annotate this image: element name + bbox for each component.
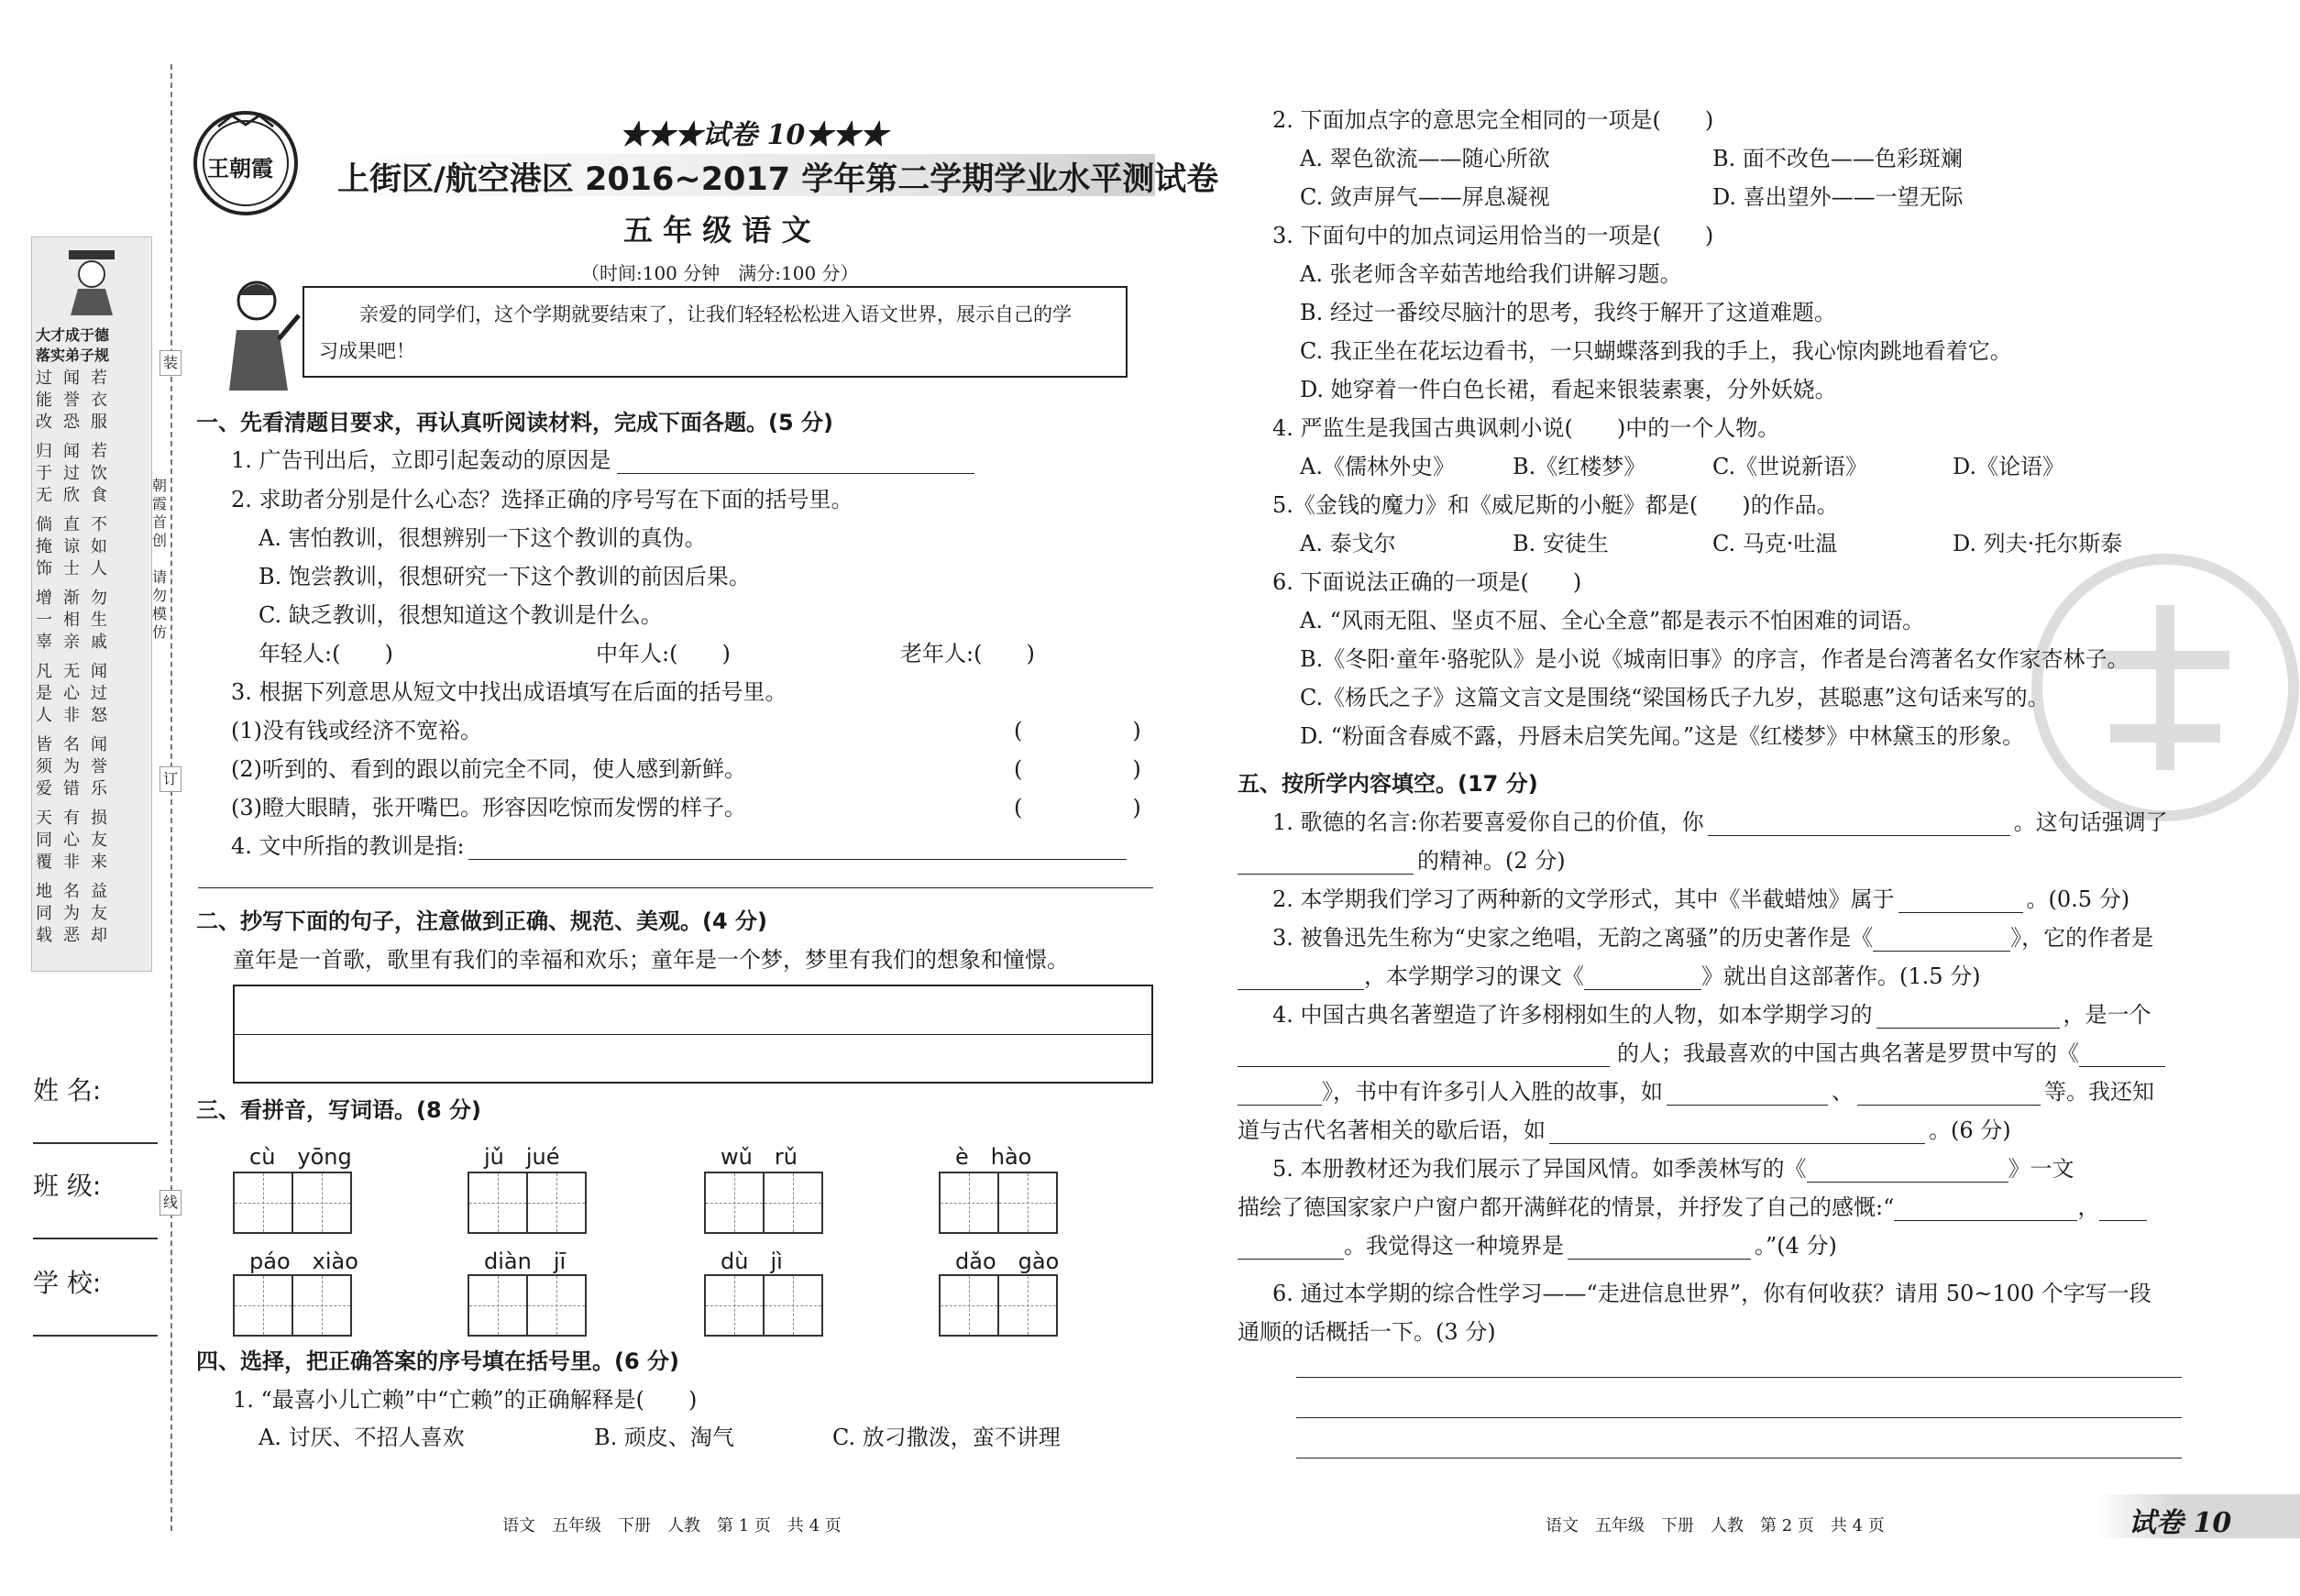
q1-3-b-answer[interactable]: ( ) bbox=[1014, 756, 1141, 782]
fill-4-blank-d[interactable] bbox=[1238, 1083, 1322, 1106]
fill-4-blank-f[interactable] bbox=[1857, 1083, 2041, 1106]
name-label: 姓 名: bbox=[33, 1075, 102, 1106]
saying-group: 有心非 bbox=[63, 809, 80, 872]
r-q2-option-c: C. 敛声屏气——屏息凝视 bbox=[1300, 184, 1550, 210]
fill-3-blank-b[interactable] bbox=[1238, 967, 1364, 990]
fill-1: 1. 歌德的名言:你若要喜爱你自己的价值，你 。这句话强调了 bbox=[1272, 809, 2168, 835]
saying-group: 直谅士 bbox=[63, 515, 80, 578]
fill-5-line2: 描绘了德国家家户户窗户都开满鲜花的情景，并抒发了自己的感慨:“ ， bbox=[1238, 1194, 2147, 1221]
q1-3-c-answer[interactable]: ( ) bbox=[1014, 795, 1141, 820]
watermark-seal-icon bbox=[2028, 550, 2300, 825]
r-q4-option-b: B.《红楼梦》 bbox=[1513, 454, 1646, 479]
q1-4: 4. 文中所指的教训是指: bbox=[231, 832, 1127, 860]
greeting-text-2: 习成果吧！ bbox=[319, 340, 415, 362]
fill-4-line2: 的人；我最喜欢的中国古典名著是罗贯中写的《 bbox=[1238, 1040, 2165, 1067]
q4-1-option-b: B. 顽皮、淘气 bbox=[594, 1425, 734, 1450]
fill-6-answer-line-2[interactable] bbox=[1296, 1417, 2182, 1418]
pinyin-answer-grid[interactable] bbox=[233, 1274, 352, 1337]
greeting-box bbox=[303, 286, 1128, 378]
saying-group: 名为错 bbox=[63, 735, 80, 798]
fill-1-line2: 的精神。(2 分) bbox=[1238, 847, 1566, 875]
saying-group: 若衣服 bbox=[91, 369, 107, 432]
fill-5-blank-b[interactable] bbox=[1894, 1198, 2077, 1221]
fill-5-line3: 。我觉得这一种境界是 。”(4 分) bbox=[1238, 1232, 1837, 1260]
section-1-heading: 一、先看清题目要求，再认真听阅读材料，完成下面各题。(5 分) bbox=[196, 410, 833, 435]
r-q6: 6. 下面说法正确的一项是( ) bbox=[1272, 569, 1582, 595]
grid-cell[interactable] bbox=[235, 1173, 293, 1232]
r-q2: 2. 下面加点字的意思完全相同的一项是( ) bbox=[1272, 107, 1714, 133]
saying-group: 过能改 bbox=[36, 369, 52, 432]
grid-cell[interactable] bbox=[706, 1276, 765, 1335]
teacher-illustration-icon bbox=[215, 275, 306, 392]
grid-cell[interactable] bbox=[765, 1173, 821, 1232]
pinyin-answer-grid[interactable] bbox=[704, 1172, 823, 1234]
grid-cell[interactable] bbox=[469, 1276, 528, 1335]
q1-3-b: (2)听到的、看到的跟以前完全不同，使人感到新鲜。 bbox=[231, 756, 746, 782]
r-q2-option-a: A. 翠色欲流——随心所欲 bbox=[1300, 146, 1550, 171]
young-answer[interactable]: 年轻人:( ) bbox=[259, 641, 393, 666]
saying-group: 皆须爱 bbox=[36, 735, 52, 798]
grid-cell[interactable] bbox=[999, 1173, 1056, 1232]
q4-1-option-c: C. 放刁撒泼，蛮不讲理 bbox=[832, 1425, 1061, 1450]
section-2-heading: 二、抄写下面的句子，注意做到正确、规范、美观。(4 分) bbox=[196, 908, 767, 934]
warn-vertical-text: 请勿模仿 bbox=[152, 568, 168, 641]
corner-paper-label: 试卷 10 bbox=[2129, 1507, 2232, 1539]
fill-2: 2. 本学期我们学习了两种新的文学形式，其中《半截蜡烛》属于 。(0.5 分) bbox=[1272, 886, 2130, 912]
saying-group: 闻过欣 bbox=[63, 442, 80, 505]
fill-5-blank-e[interactable] bbox=[1568, 1237, 1751, 1260]
motto-line-1: 大才成于德 bbox=[36, 326, 110, 344]
q1-4-answer-line-2[interactable] bbox=[198, 887, 1153, 888]
fill-3: 3. 被鲁迅先生称为“史家之绝唱，无韵之离骚”的历史著作是《 》，它的作者是 bbox=[1272, 925, 2154, 951]
class-input-line[interactable] bbox=[33, 1238, 158, 1239]
fill-6-line2: 通顺的话概括一下。(3 分) bbox=[1238, 1319, 1496, 1345]
fill-3-blank-c[interactable] bbox=[1584, 967, 1701, 990]
pinyin-answer-grid[interactable] bbox=[468, 1274, 587, 1337]
saying-group: 若饮食 bbox=[91, 442, 107, 505]
saying-group: 增一辜 bbox=[36, 589, 52, 652]
saying-group: 地同载 bbox=[36, 882, 52, 945]
corner-paper-tab bbox=[2096, 1494, 2300, 1538]
q1-3-c: (3)瞪大眼睛，张开嘴巴。形容因吃惊而发愣的样子。 bbox=[231, 795, 746, 820]
saying-group: 益友却 bbox=[91, 882, 107, 945]
q1-1: 1. 广告刊出后，立即引起轰动的原因是 bbox=[231, 446, 974, 474]
seal-mark-1: 装 bbox=[160, 350, 182, 376]
pinyin-label: diàn jī bbox=[484, 1249, 567, 1274]
school-label: 学 校: bbox=[33, 1268, 102, 1298]
grid-cell[interactable] bbox=[469, 1173, 528, 1232]
fill-6: 6. 通过本学期的综合性学习——“走进信息世界”，你有何收获？请用 50~100 个字写一段 bbox=[1272, 1281, 2151, 1306]
r-q5: 5.《金钱的魔力》和《威尼斯的小艇》都是( )的作品。 bbox=[1272, 492, 1839, 518]
saying-group: 损友来 bbox=[91, 809, 107, 872]
right-page-footer: 语文 五年级 下册 人教 第 2 页 共 4 页 bbox=[1546, 1516, 1885, 1535]
copy-sentence: 童年是一首歌，歌里有我们的幸福和欢乐；童年是一个梦，梦里有我们的想象和憧憬。 bbox=[233, 947, 1069, 973]
grid-cell[interactable] bbox=[706, 1173, 765, 1232]
binding-dashed-line bbox=[171, 64, 172, 1531]
name-input-line[interactable] bbox=[33, 1142, 158, 1144]
q1-2: 2. 求助者分别是什么心态？选择正确的序号写在下面的括号里。 bbox=[231, 487, 853, 512]
r-q3-option-c: C. 我正坐在花坛边看书，一只蝴蝶落到我的手上，我心惊肉跳地看着它。 bbox=[1300, 338, 2012, 364]
pinyin-label: cù yōng bbox=[249, 1144, 352, 1170]
old-answer[interactable]: 老年人:( ) bbox=[900, 641, 1035, 666]
time-info: （时间:100 分钟 满分:100 分） bbox=[581, 262, 859, 284]
grid-cell[interactable] bbox=[999, 1276, 1056, 1335]
greeting-text: 亲爱的同学们，这个学期就要结束了，让我们轻轻松松进入语文世界，展示自己的学 bbox=[359, 303, 1072, 325]
fill-1-blank-b[interactable] bbox=[1238, 852, 1414, 875]
fill-4-line3: 》，书中有许多引人入胜的故事，如 、 等。我还知 bbox=[1238, 1078, 2154, 1106]
fill-4-blank-b[interactable] bbox=[1238, 1044, 1610, 1067]
r-q5-option-b: B. 安徒生 bbox=[1513, 531, 1609, 556]
saying-group: 闻过怒 bbox=[91, 662, 107, 725]
left-page-footer: 语文 五年级 下册 人教 第 1 页 共 4 页 bbox=[502, 1516, 842, 1535]
motto-line-2: 落实弟子规 bbox=[36, 347, 110, 364]
seal-mark-2: 订 bbox=[160, 766, 182, 792]
q1-1-answer-line[interactable] bbox=[617, 451, 974, 474]
pinyin-label: páo xiào bbox=[249, 1249, 358, 1274]
q4-1: 1. “最喜小儿亡赖”中“亡赖”的正确解释是( ) bbox=[233, 1387, 698, 1413]
r-q5-option-d: D. 列夫·托尔斯泰 bbox=[1953, 531, 2123, 556]
r-q4-option-d: D.《论语》 bbox=[1953, 454, 2065, 479]
grid-cell[interactable] bbox=[941, 1276, 999, 1335]
pinyin-answer-grid[interactable] bbox=[704, 1274, 823, 1337]
pinyin-label: dù jì bbox=[721, 1249, 783, 1274]
r-q5-option-a: A. 泰戈尔 bbox=[1300, 531, 1396, 556]
fill-6-answer-line-1[interactable] bbox=[1296, 1377, 2182, 1378]
saying-group: 勿生戚 bbox=[91, 589, 107, 652]
paper-subtitle: 五 年 级 语 文 bbox=[623, 213, 811, 248]
class-label: 班 级: bbox=[33, 1171, 102, 1201]
middle-answer[interactable]: 中年人:( ) bbox=[596, 641, 731, 666]
fill-3-line2: ，本学期学习的课文《 》就出自这部著作。(1.5 分) bbox=[1238, 963, 1981, 990]
r-q6-option-a: A. “风雨无阻、坚贞不屈、全心全意”都是表示不怕困难的词语。 bbox=[1300, 608, 1925, 633]
fill-1-blank-a[interactable] bbox=[1708, 813, 2010, 836]
fill-4: 4. 中国古典名著塑造了许多栩栩如生的人物，如本学期学习的 ，是一个 bbox=[1272, 1002, 2151, 1028]
pinyin-label: dǎo gào bbox=[955, 1249, 1060, 1274]
fill-4-blank-a[interactable] bbox=[1876, 1006, 2060, 1029]
q1-2-option-b: B. 饱尝教训，很想研究一下这个教训的前因后果。 bbox=[259, 564, 751, 589]
grid-cell[interactable] bbox=[528, 1276, 585, 1335]
q1-3-a-answer[interactable]: ( ) bbox=[1014, 718, 1141, 743]
fill-5-blank-d[interactable] bbox=[1238, 1237, 1344, 1260]
r-q3-option-d: D. 她穿着一件白色长裙，看起来银装素裹，分外妖娆。 bbox=[1300, 377, 1837, 402]
pinyin-label: wǔ rǔ bbox=[721, 1144, 798, 1170]
fill-2-blank[interactable] bbox=[1898, 890, 2023, 913]
pinyin-answer-grid[interactable] bbox=[468, 1172, 587, 1234]
pinyin-label: è hào bbox=[955, 1144, 1032, 1170]
brand-vertical-text: 朝霞首创 bbox=[152, 477, 168, 549]
grid-cell[interactable] bbox=[293, 1173, 350, 1232]
r-q2-option-b: B. 面不改色——色彩斑斓 bbox=[1712, 146, 1963, 171]
saying-group: 闻誉恐 bbox=[63, 369, 80, 432]
section-3-heading: 三、看拼音，写词语。(8 分) bbox=[196, 1097, 481, 1123]
r-q5-option-c: C. 马克·吐温 bbox=[1712, 531, 1838, 556]
saying-group: 天同覆 bbox=[36, 809, 52, 872]
pinyin-answer-grid[interactable] bbox=[233, 1172, 352, 1234]
q1-3: 3. 根据下列意思从短文中找出成语填写在后面的括号里。 bbox=[231, 679, 787, 705]
fill-4-blank-g[interactable] bbox=[1549, 1121, 1925, 1144]
r-q3-option-b: B. 经过一番绞尽脑汁的思考，我终于解开了这道难题。 bbox=[1300, 300, 1836, 325]
r-q6-option-d: D. “粉面含春威不露，丹唇未启笑先闻。”这是《红楼梦》中林黛玉的形象。 bbox=[1300, 723, 2025, 749]
seal-mark-3: 线 bbox=[160, 1190, 182, 1216]
saying-group: 倘掩饰 bbox=[36, 515, 52, 578]
grid-cell[interactable] bbox=[235, 1276, 293, 1335]
r-q2-option-d: D. 喜出望外——一望无际 bbox=[1712, 184, 1964, 210]
section-4-heading: 四、选择，把正确答案的序号填在括号里。(6 分) bbox=[196, 1348, 679, 1374]
pinyin-answer-grid[interactable] bbox=[939, 1172, 1058, 1234]
paper-title: 上街区/航空港区 2016~2017 学年第二学期学业水平测试卷 bbox=[337, 161, 1219, 198]
motto-panel bbox=[31, 237, 152, 972]
saying-group: 无心非 bbox=[63, 662, 80, 725]
saying-group: 归于无 bbox=[36, 442, 52, 505]
r-q6-option-b: B.《冬阳·童年·骆驼队》是小说《城南旧事》的序言，作者是台湾著名女作家杏林子。 bbox=[1300, 646, 2129, 672]
fill-4-blank-c[interactable] bbox=[2079, 1044, 2165, 1067]
r-q3: 3. 下面句中的加点词运用恰当的一项是( ) bbox=[1272, 223, 1714, 248]
logo-text: 王朝霞 bbox=[207, 155, 273, 182]
fill-5: 5. 本册教材还为我们展示了异国风情。如季羡林写的《 》一文 bbox=[1272, 1156, 2074, 1182]
saying-group: 凡是人 bbox=[36, 662, 52, 725]
saying-group: 名为恶 bbox=[63, 882, 80, 945]
saying-group: 渐相亲 bbox=[63, 589, 80, 652]
grid-cell[interactable] bbox=[941, 1173, 999, 1232]
paper-number: ★★★试卷 10★★★ bbox=[620, 119, 888, 151]
q1-2-option-a: A. 害怕教训，很想辨别一下这个教训的真伪。 bbox=[259, 525, 707, 551]
r-q4-option-a: A.《儒林外史》 bbox=[1300, 454, 1455, 479]
q1-3-a: (1)没有钱或经济不宽裕。 bbox=[231, 718, 482, 743]
q4-1-option-a: A. 讨厌、不招人喜欢 bbox=[259, 1425, 465, 1450]
fill-4-blank-e[interactable] bbox=[1667, 1083, 1828, 1106]
section-5-heading: 五、按所学内容填空。(17 分) bbox=[1238, 771, 1538, 797]
r-q6-option-c: C.《杨氏之子》这篇文言文是围绕“梁国杨氏子九岁，甚聪惠”这句话来写的。 bbox=[1300, 685, 2050, 710]
fill-3-blank-a[interactable] bbox=[1873, 929, 2010, 952]
fill-5-blank-a[interactable] bbox=[1807, 1160, 2008, 1183]
grid-cell[interactable] bbox=[765, 1276, 821, 1335]
scholar-icon bbox=[60, 247, 124, 320]
r-q4-option-c: C.《世说新语》 bbox=[1712, 454, 1868, 479]
grid-cell[interactable] bbox=[293, 1276, 350, 1335]
pinyin-label: jǔ jué bbox=[484, 1144, 560, 1170]
pinyin-answer-grid[interactable] bbox=[939, 1274, 1058, 1337]
q1-2-option-c: C. 缺乏教训，很想知道这个教训是什么。 bbox=[259, 602, 663, 628]
saying-group: 闻誉乐 bbox=[91, 735, 107, 798]
fill-5-blank-c[interactable] bbox=[2099, 1198, 2147, 1221]
q1-4-answer-line[interactable] bbox=[468, 837, 1127, 860]
saying-group: 不如人 bbox=[91, 515, 107, 578]
fill-4-line4: 道与古代名著相关的歇后语，如 。(6 分) bbox=[1238, 1117, 2011, 1143]
r-q4: 4. 严监生是我国古典讽刺小说( )中的一个人物。 bbox=[1272, 415, 1780, 441]
grid-cell[interactable] bbox=[528, 1173, 585, 1232]
r-q3-option-a: A. 张老师含辛茹苦地给我们讲解习题。 bbox=[1300, 261, 1682, 287]
school-input-line[interactable] bbox=[33, 1335, 158, 1337]
copy-writing-box[interactable] bbox=[233, 985, 1153, 1084]
